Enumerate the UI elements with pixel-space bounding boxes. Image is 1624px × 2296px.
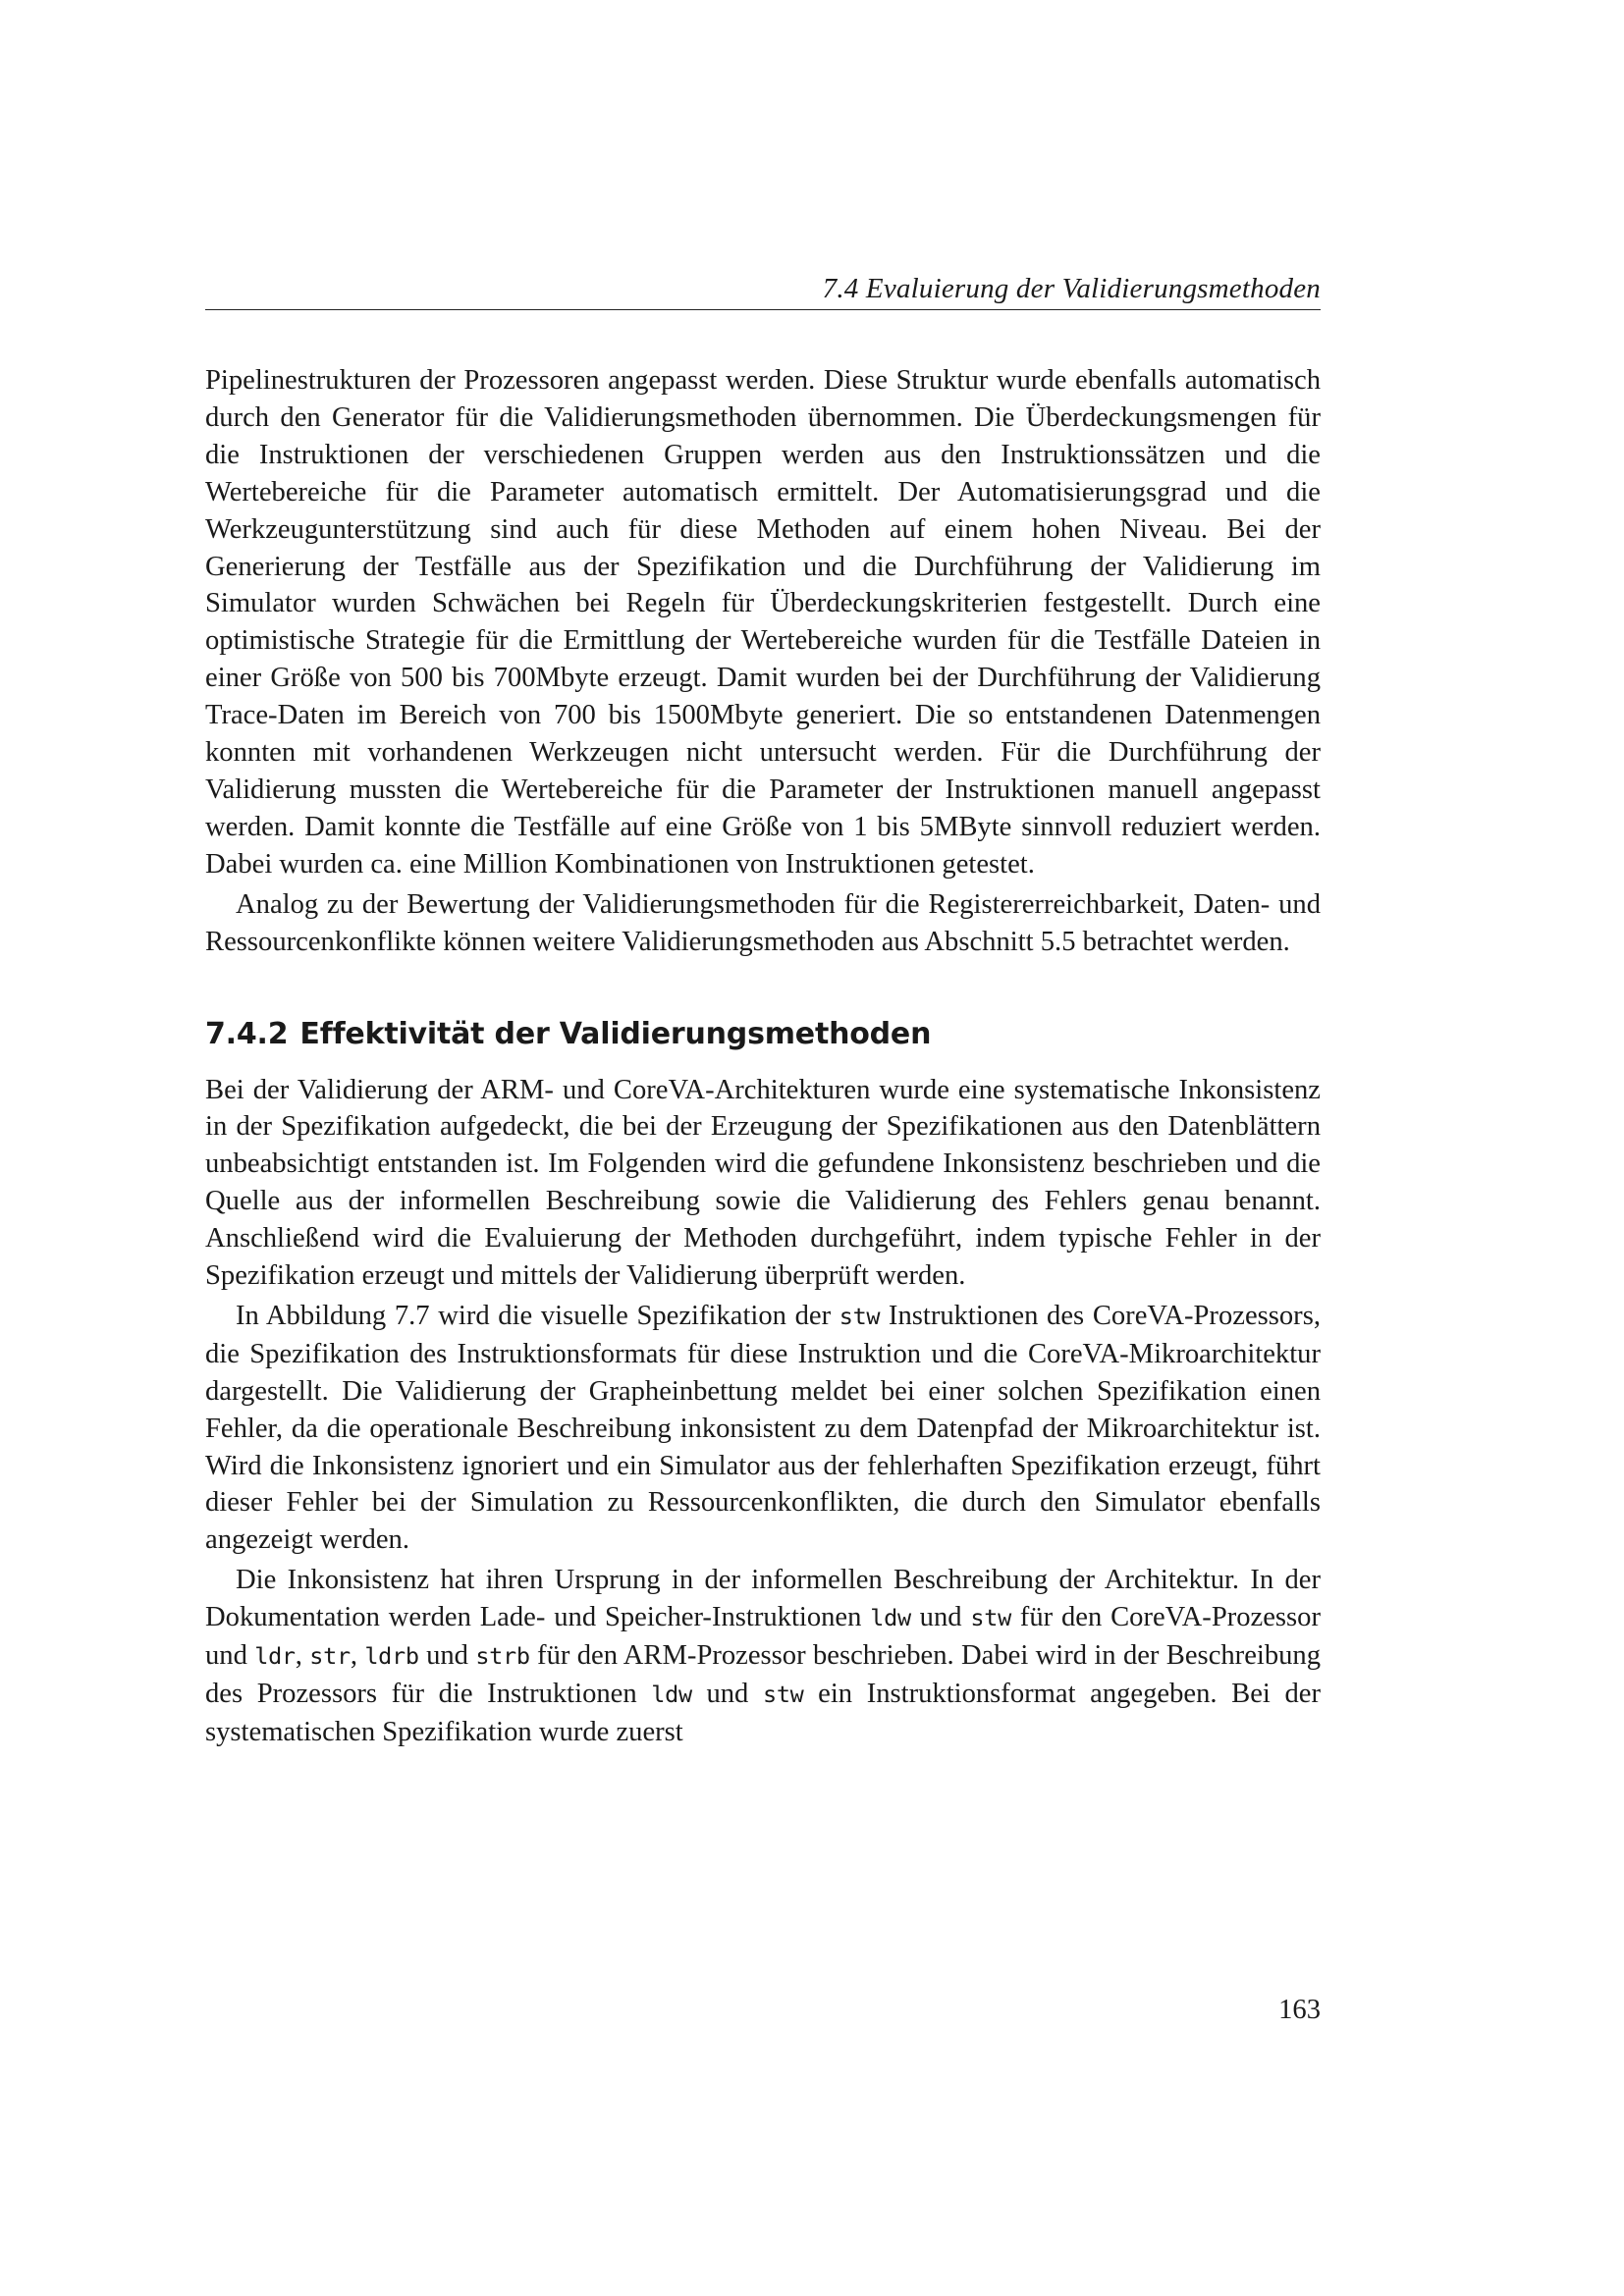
page-number: 163 [1278, 1995, 1321, 2025]
code-token: ldr [254, 1642, 296, 1671]
code-token: ldrb [364, 1642, 419, 1671]
body-paragraph: Bei der Validierung der ARM- und CoreVA-Architekturen wurde eine systematische Inkonsistenz in der Spezifikation aufgedeckt, die bei der Erzeugung der Spezifikationen aus den Datenblättern unbeabsichtigt entstanden ist. Im Folgenden wird die gefundene Inkonsistenz beschrieben und die Quelle aus der informellen Beschreibung sowie die Validierung des Fehlers genau benannt. Anschließend wird die Evaluierung der Methoden durchgeführt, indem typische Fehler in der Spezifikation erzeugt und mittels der Validierung überprüft werden. [205, 1074, 1321, 1292]
body-paragraph: Pipelinestrukturen der Prozessoren angepasst werden. Diese Struktur wurde ebenfalls automatisch durch den Generator für die Validierungsmethoden übernommen. Die Überdeckungsmengen für die Instruktionen der verschiedenen Gruppen werden aus den Instruktionssätzen und die Wertebereiche für die Parameter automatisch ermittelt. Der Automatisierungsgrad und die Werkzeugunterstützung sind auch für diese Methoden auf einem hohen Niveau. Bei der Generierung der Testfälle aus der Spezifikation und die Durchführung der Validierung im Simulator wurden Schwächen bei Regeln für Überdeckungskriterien festgestellt. Durch eine optimistische Strategie für die Ermittlung der Wertebereiche wurden für die Testfälle Dateien in einer Größe von 500 bis 700Mbyte erzeugt. Damit wurden bei der Durchführung der Validierung Trace-Daten im Bereich von 700 bis 1500Mbyte generiert. Die so entstandenen Datenmengen konnten mit vorhandenen Werkzeugen nicht untersucht werden. Für die Durchführung der Validierung mussten die Wertebereiche für die Parameter der Instruktionen manuell angepasst werden. Damit konnte die Testfälle auf eine Größe von 1 bis 5MByte sinnvoll reduziert werden. Dabei wurden ca. eine Million Kombinationen von Instruktionen getestet. [205, 365, 1321, 880]
code-token: ldw [870, 1604, 911, 1632]
running-title: 7.4 Evaluierung der Validierungsmethoden [822, 273, 1321, 304]
body-paragraph: In Abbildung 7.7 wird die visuelle Spezifikation der stw Instruktionen des CoreVA-Prozessors, die Spezifikation des Instruktionsformats für diese Instruktion und die CoreVA-Mikroarchitektur dargestellt. Die Validierung der Grapheinbettung meldet bei einer solchen Spezifikation einen Fehler, da die operationale Beschreibung inkonsistent zu dem Datenpfad der Mikroarchitektur ist. Wird die Inkonsistenz ignoriert und ein Simulator aus der fehlerhaften Spezifikation erzeugt, führt dieser Fehler bei der Simulation zu Ressourcenkonflikten, die durch den Simulator ebenfalls angezeigt werden. [205, 1300, 1321, 1556]
code-token: stw [970, 1604, 1011, 1632]
section-title: Effektivität der Validierungsmethoden [299, 1016, 932, 1051]
code-token: str [309, 1642, 351, 1671]
section-number: 7.4.2 [205, 1016, 289, 1051]
code-token: stw [839, 1302, 881, 1330]
running-header [205, 269, 1321, 310]
code-token: ldw [651, 1681, 692, 1708]
body-paragraph: Analog zu der Bewertung der Validierungsmethoden für die Registererreichbarkeit, Daten- und Ressourcenkonflikte können weitere Validierungsmethoden aus Abschnitt 5.5 betrachtet werden. [205, 888, 1321, 957]
code-token: stw [762, 1681, 804, 1708]
page-body [205, 362, 1321, 1751]
code-token: strb [475, 1642, 530, 1671]
body-paragraph: Die Inkonsistenz hat ihren Ursprung in der informellen Beschreibung der Architektur. In der Dokumentation werden Lade- und Speicher-Instruktionen ldw und stw für den CoreVA-Prozessor und ldr, str, ldrb und strb für den ARM-Prozessor beschrieben. Dabei wird in der Beschreibung des Prozessors für die Instruktionen ldw und stw ein Instruktionsformat angegeben. Bei der systematischen Spezifikation wurde zuerst [205, 1565, 1322, 1747]
section-heading [205, 1016, 1321, 1053]
